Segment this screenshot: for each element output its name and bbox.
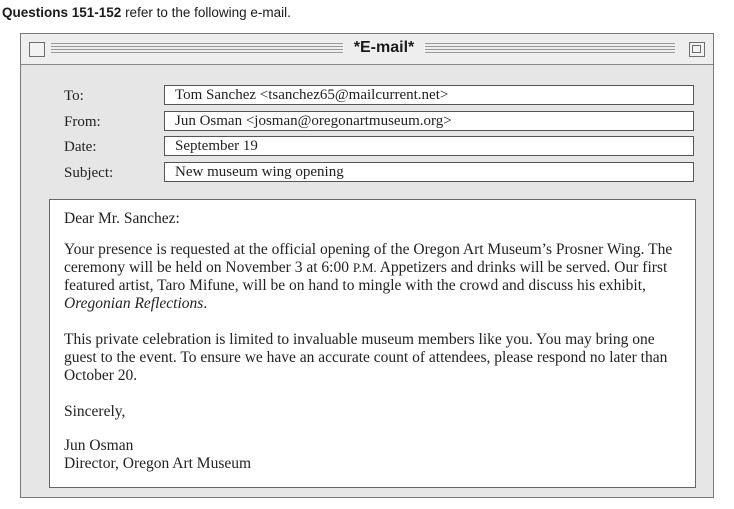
- subject-label: Subject:: [64, 165, 114, 181]
- title-bar: [21, 34, 713, 65]
- close-box-icon[interactable]: [29, 42, 45, 57]
- paragraph-2: This private celebration is limited to invaluable museum members like you. You may bring one guest to the event. To ensure we have an accurate count of attendees, please respond no later than October 20.: [64, 331, 668, 384]
- to-field[interactable]: Tom Sanchez <tsanchez65@mailcurrent.net>: [164, 85, 694, 105]
- paragraph-1: [64, 241, 685, 313]
- title-stripes-right: [425, 43, 675, 55]
- p1-text-b: Appetizers and drinks will be served. Our first featured artist, Taro Mifune, will be on hand to mingle with the crowd and discuss his exhibit,: [64, 259, 668, 294]
- signature-name: Jun Osman: [64, 437, 134, 454]
- closing: Sincerely,: [64, 403, 126, 420]
- greeting: Dear Mr. Sanchez:: [64, 210, 180, 227]
- exhibit-title: Oregonian Reflections: [64, 295, 204, 312]
- title-stripes-left: [51, 43, 343, 55]
- window-title: *E-mail*: [353, 39, 415, 56]
- to-label: To:: [64, 88, 84, 104]
- p1-pm: P.M.: [352, 260, 377, 275]
- question-text: refer to the following e-mail.: [121, 5, 291, 20]
- subject-field[interactable]: New museum wing opening: [164, 162, 694, 182]
- question-number: Questions 151-152: [2, 5, 122, 20]
- p1-text-a: Your presence is requested at the official opening of the Oregon Art Museum’s Prosner Wing. The ceremony will be held on November 3 at 6:00: [64, 241, 673, 276]
- date-label: Date:: [64, 139, 97, 155]
- from-label: From:: [64, 114, 101, 130]
- zoom-box-icon[interactable]: [689, 42, 705, 57]
- message-body[interactable]: [49, 199, 696, 488]
- email-window: [20, 33, 714, 498]
- from-field[interactable]: Jun Osman <josman@oregonartmuseum.org>: [164, 111, 694, 131]
- p1-text-c: .: [203, 295, 208, 312]
- date-field[interactable]: September 19: [164, 136, 694, 156]
- signature-title: Director, Oregon Art Museum: [64, 455, 252, 472]
- question-instruction: [2, 5, 291, 20]
